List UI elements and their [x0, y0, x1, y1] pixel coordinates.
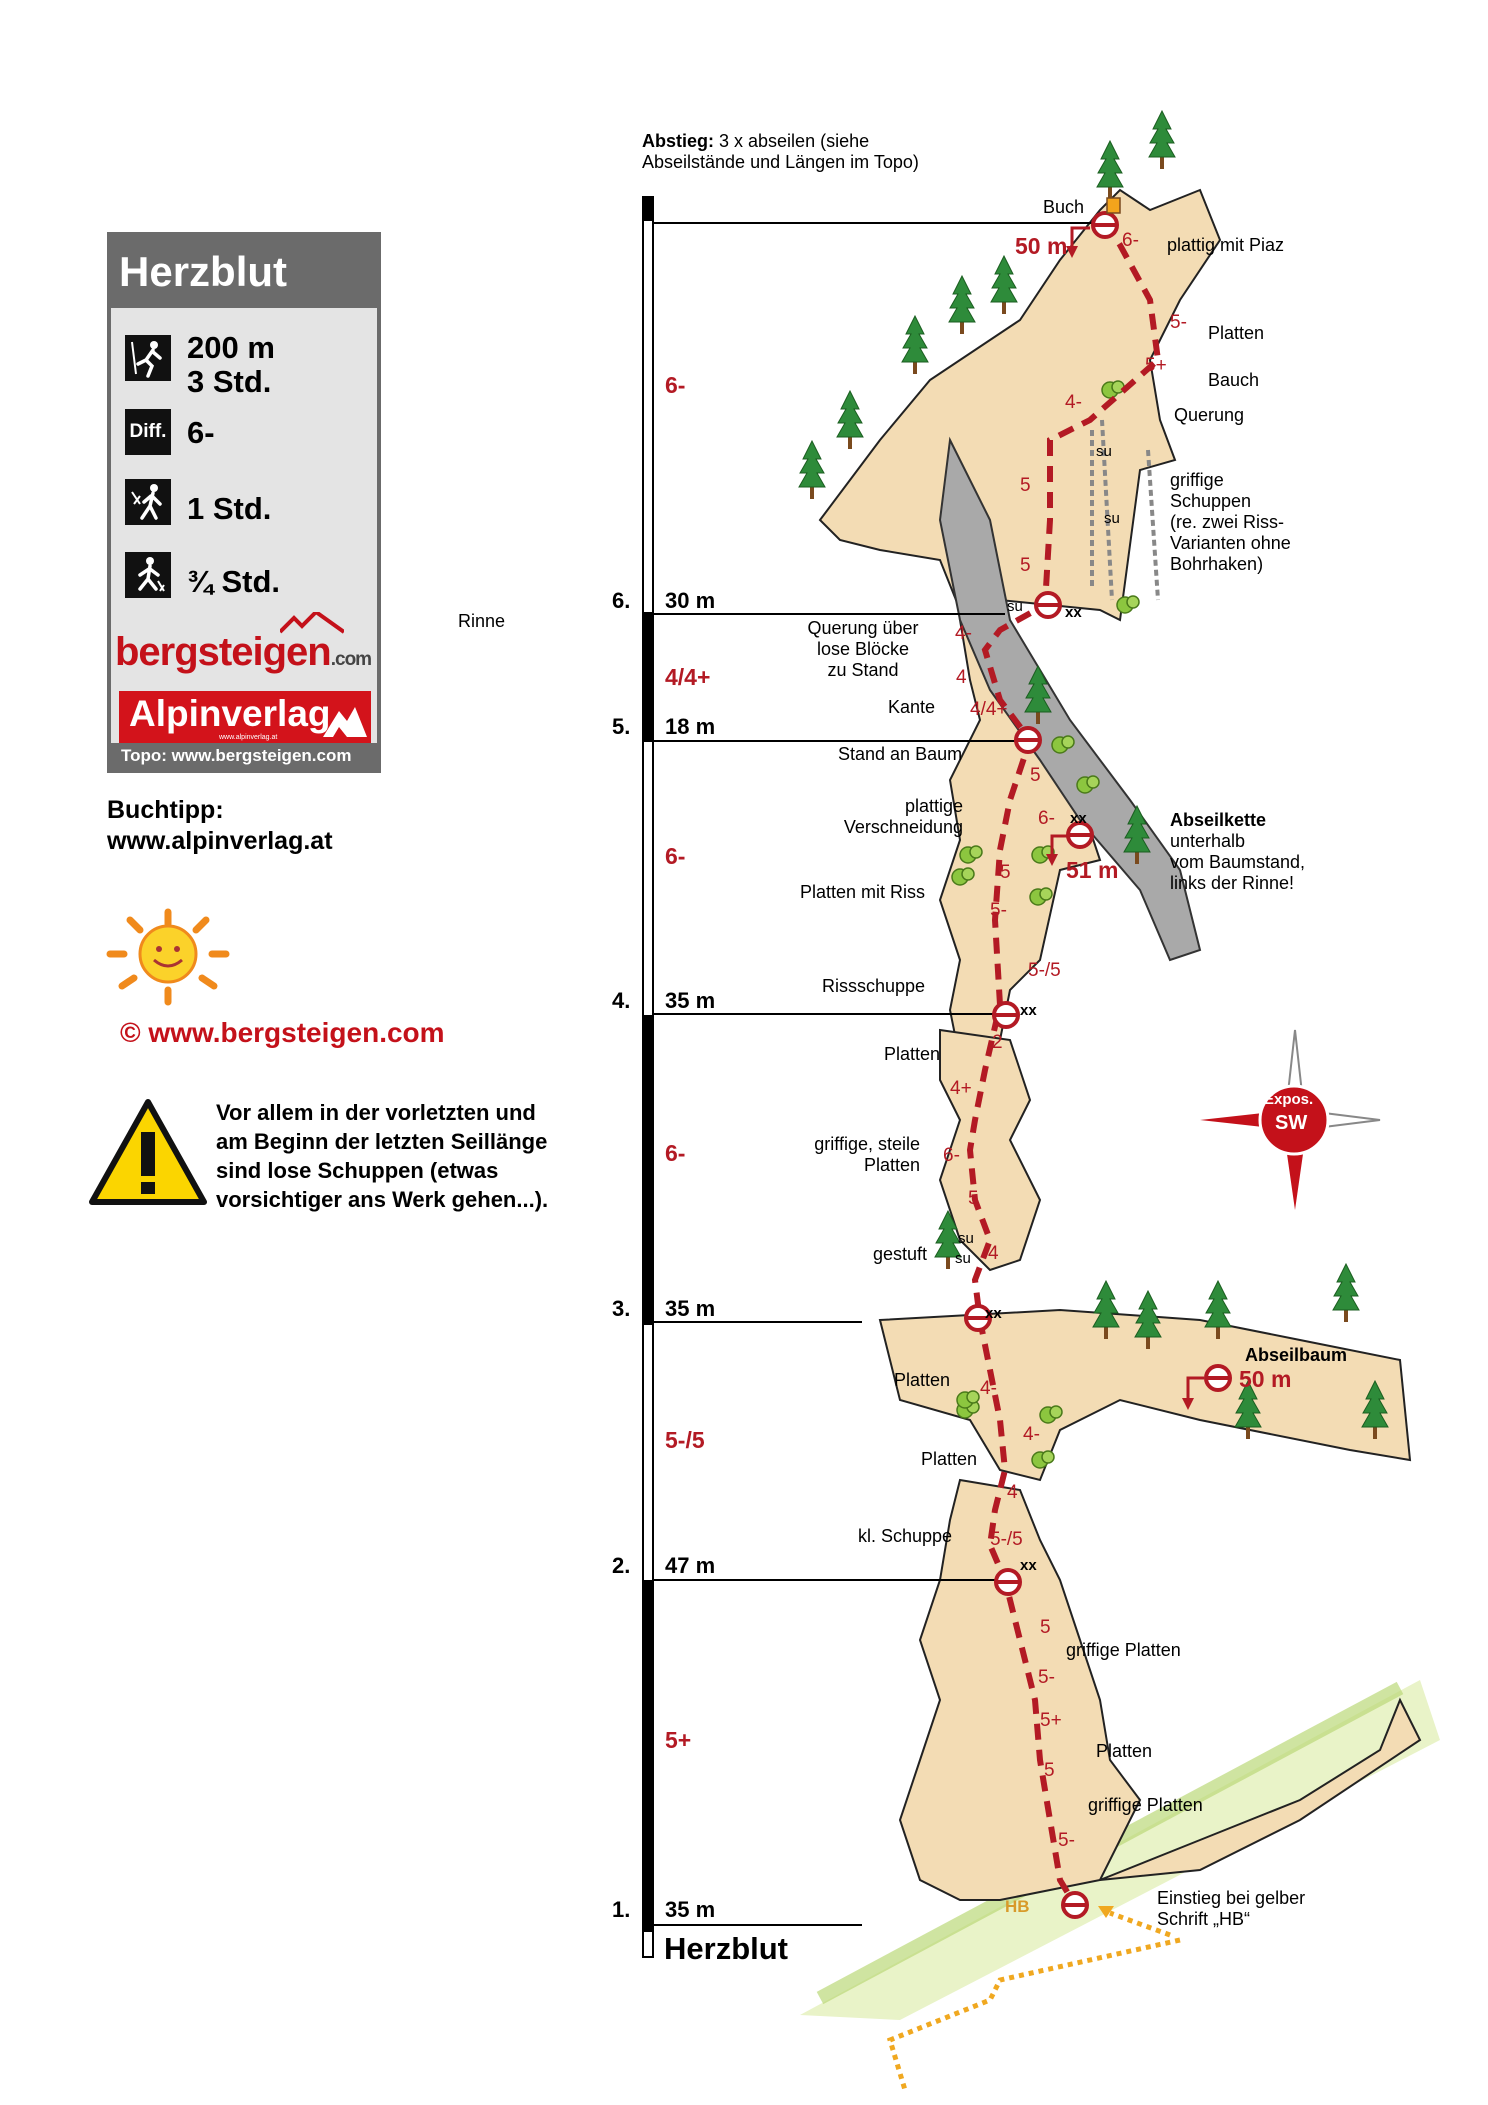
route-grade-label: 2 [992, 1032, 1003, 1053]
pitch-5-number: 5. [612, 714, 631, 739]
label-platten-3a: Platten [894, 1370, 951, 1390]
route-grade-label: 4+ [950, 1078, 972, 1099]
pitch-4-grade: 6- [665, 843, 686, 869]
route-duration: 3 Std. [187, 364, 272, 399]
route-grade-label: 5- [990, 900, 1007, 921]
rappel-length-lower: 50 m [1239, 1366, 1292, 1392]
pitch-1-grade: 5+ [665, 1727, 692, 1753]
route-grade-label: 4/4+ [970, 699, 1008, 720]
warning-text: Vor allem in der vorletzten und am Beginn der letzten Seillänge sind lose Schuppen (etwas vorsichtiger ans Werk gehen...). [216, 1100, 549, 1212]
descent-time: ¾ Std. [187, 564, 281, 599]
route-difficulty: 6- [187, 415, 215, 450]
route-grade-label: 5 [1044, 1760, 1055, 1781]
route-grade-label: 4- [980, 1378, 997, 1399]
pitch-2-grade: 5-/5 [665, 1427, 705, 1453]
pitch-2-number: 2. [612, 1553, 631, 1578]
route-grade-label: 5 [1020, 555, 1031, 576]
route-grade-label: 5 [1020, 475, 1031, 496]
copyright: © www.bergsteigen.com [120, 1017, 445, 1048]
pitch-6-length: 30 m [665, 588, 716, 613]
label-stand-baum: Stand an Baum [838, 744, 963, 764]
label-platten-mid: Platten [884, 1044, 941, 1064]
stance-xx: xx [1070, 810, 1087, 827]
pitch-3-grade: 6- [665, 1140, 686, 1166]
pitch-3-number: 3. [612, 1296, 631, 1321]
route-grade-label: 5 [1030, 765, 1041, 786]
label-griffige-platten-1: griffige Platten [1066, 1640, 1181, 1660]
label-kl-schuppe: kl. Schuppe [858, 1526, 953, 1546]
label-hb: HB [1005, 1897, 1030, 1916]
label-platten-3b: Platten [921, 1449, 978, 1469]
label-rissschuppe: Rissschuppe [822, 976, 926, 996]
label-griffige-steile: griffige, steile Platten [814, 1134, 920, 1175]
route-grade-label: 5 [968, 1188, 979, 1209]
label-su: su [1007, 598, 1023, 615]
label-einstieg: Einstieg bei gelber Schrift „HB“ [1157, 1888, 1306, 1929]
label-platten-riss: Platten mit Riss [800, 882, 926, 902]
route-grade-label: 5- [1170, 312, 1187, 333]
label-querung-bloecke: Querung über lose Blöcke zu Stand [807, 618, 919, 680]
alpinverlag-logo: Alpinverlag [119, 691, 371, 747]
label-abseilkette: Abseilkette unterhalb vom Baumstand, links der Rinne! [1170, 810, 1306, 893]
route-grade-label: 4- [955, 623, 972, 644]
stance-xx: xx [1020, 1557, 1037, 1574]
route-grade-label: 5- [1058, 1830, 1075, 1851]
bergsteigen-logo: bergsteigen.com [115, 630, 371, 675]
route-grade-label: 5 [1000, 862, 1011, 883]
compass-label-expos: Expos. [1264, 1091, 1314, 1108]
pitch-6-number: 6. [612, 588, 631, 613]
approach-time: 1 Std. [187, 491, 272, 526]
route-grade-label: 6- [1122, 230, 1139, 251]
label-bauch: Bauch [1208, 370, 1260, 390]
label-plattig-piaz: plattig mit Piaz [1167, 235, 1285, 255]
pitch-6-grade: 6- [665, 372, 686, 398]
stance-xx: xx [1065, 604, 1082, 621]
route-grade-label: 5-/5 [990, 1529, 1023, 1550]
route-grade-label: 5 [1040, 1617, 1051, 1638]
route-title: Herzblut [111, 236, 377, 308]
rappel-length-middle: 51 m [1066, 857, 1119, 883]
route-grade-label: 4- [1065, 392, 1082, 413]
route-grade-label: 4 [988, 1243, 999, 1264]
pitch-4-number: 4. [612, 988, 631, 1013]
stance-xx: xx [985, 1305, 1002, 1322]
pitch-5-grade: 4/4+ [665, 664, 711, 690]
topo-url: Topo: www.bergsteigen.com [111, 743, 377, 769]
buchtipp: Buchtipp: www.alpinverlag.at [107, 796, 333, 855]
route-grade-label: 4- [1023, 1424, 1040, 1445]
label-griffige-platten-2: griffige Platten [1088, 1795, 1203, 1815]
difficulty-icon: Diff. [125, 409, 171, 455]
label-gestuft: gestuft [873, 1244, 928, 1264]
label-su: su [955, 1250, 971, 1267]
route-grade-label: 4 [956, 667, 967, 688]
alpinverlag-url: www.alpinverlag.at [219, 734, 278, 741]
compass-label-sw: SW [1275, 1112, 1308, 1134]
label-querung: Querung [1174, 405, 1245, 425]
pitch-2-length: 47 m [665, 1553, 716, 1578]
label-buch: Buch [1043, 197, 1085, 217]
pitch-3-length: 35 m [665, 1296, 716, 1321]
stance-xx: xx [1020, 1002, 1037, 1019]
route-grade-label: 6- [1038, 808, 1055, 829]
route-grade-label: 5- [1038, 1667, 1055, 1688]
route-grade-label: 4 [1007, 1482, 1018, 1503]
route-grade-label: 5-/5 [1028, 960, 1061, 981]
route-grade-label: 5+ [1145, 355, 1167, 376]
pitch-5-length: 18 m [665, 714, 716, 739]
label-plattige-verschneidung: plattige Verschneidung [843, 796, 963, 837]
rappel-length-top: 50 m [1015, 233, 1068, 259]
label-rinne: Rinne [458, 611, 506, 631]
route-length: 200 m [187, 330, 275, 365]
route-grade-label: 6- [943, 1145, 960, 1166]
pitch-4-length: 35 m [665, 988, 716, 1013]
pitch-1-number: 1. [612, 1897, 631, 1922]
label-su: su [1104, 510, 1120, 527]
route-name: Herzblut [664, 1931, 788, 1966]
label-kante: Kante [888, 697, 936, 717]
label-platten-1: Platten [1096, 1741, 1153, 1761]
label-griffige-schuppen: griffige Schuppen (re. zwei Riss- Varianten ohne Bohrhaken) [1170, 470, 1291, 574]
label-abseilbaum: Abseilbaum [1245, 1345, 1348, 1365]
descent-note: Abstieg: 3 x abseilen (siehe Abseilstände und Längen im Topo) [642, 131, 919, 172]
label-su: su [958, 1230, 974, 1247]
label-platten-top: Platten [1208, 323, 1265, 343]
approach-slope [800, 1680, 1440, 2020]
route-grade-label: 5+ [1040, 1710, 1062, 1731]
label-su: su [1096, 443, 1112, 460]
pitch-1-length: 35 m [665, 1897, 716, 1922]
